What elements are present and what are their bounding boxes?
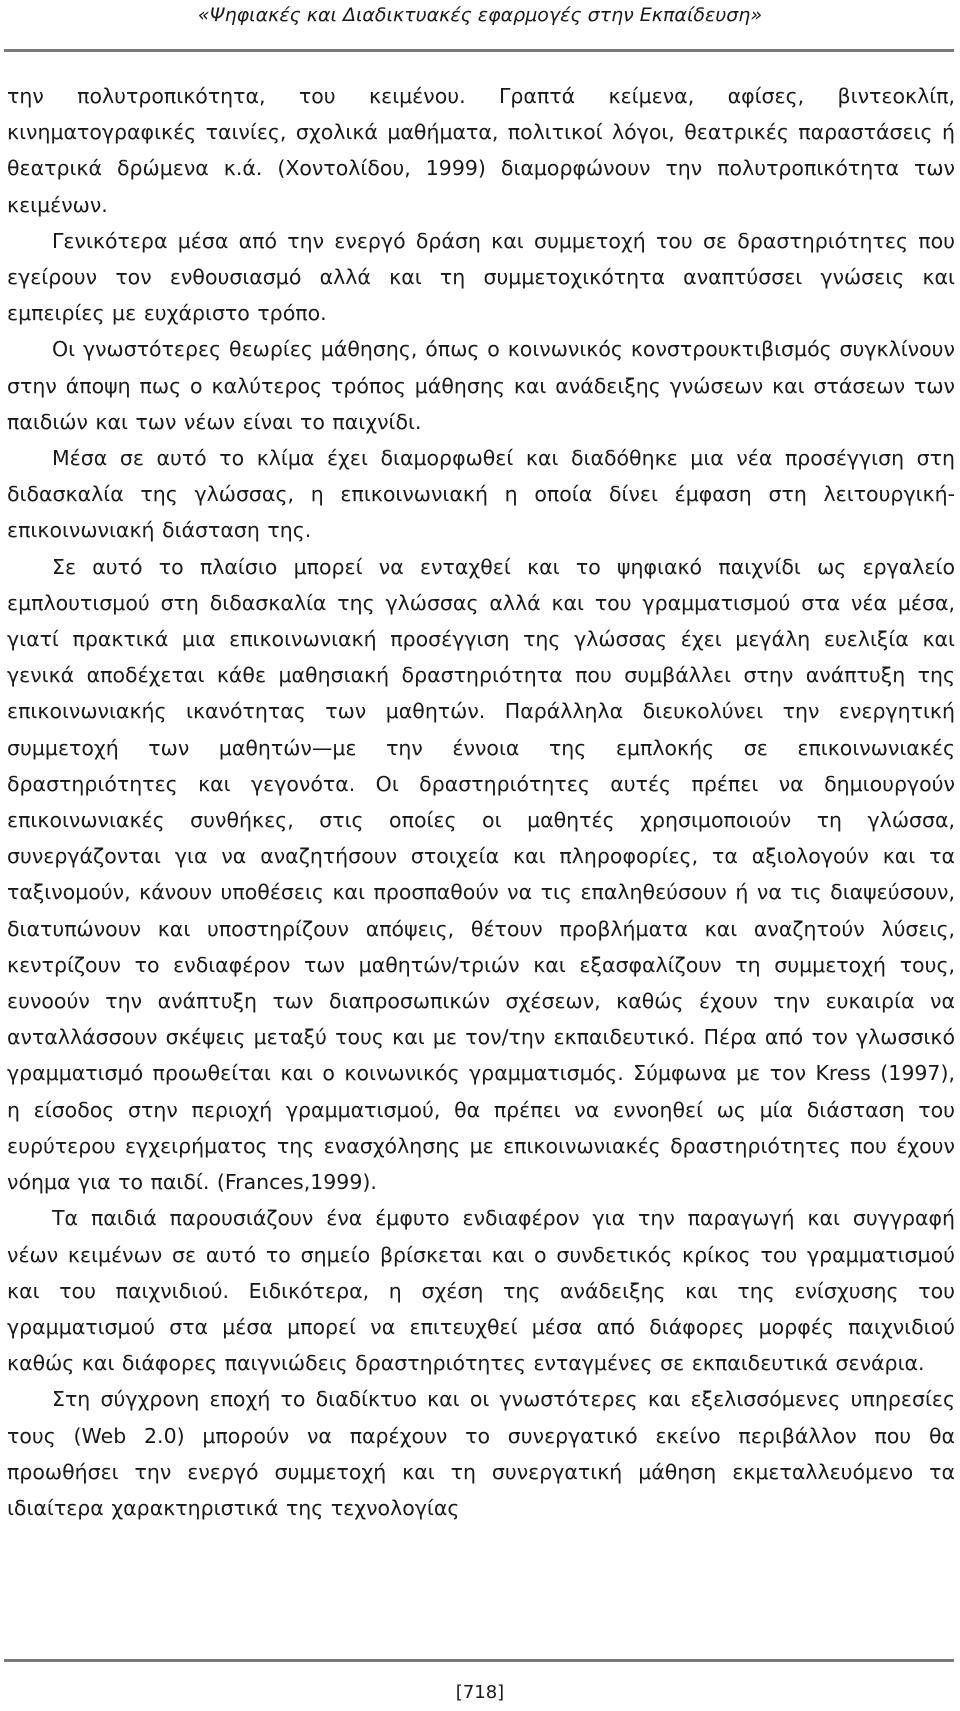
paragraph-4: Μέσα σε αυτό το κλίμα έχει διαμορφωθεί και διαδόθηκε μια νέα προσέγγιση στη διδασκαλία της γλώσσας, η επικοινωνιακή η οποία δίνει έμφαση στη λειτουργική-επικοινωνιακή διάσταση της. (7, 446, 955, 543)
paragraph-7: Στη σύγχρονη εποχή το διαδίκτυο και οι γνωστότερες και εξελισσόμενες υπηρεσίες τους (Web 2.0) μπορούν να παρέχουν το συνεργατικό εκείνο περιβάλλον που θα προωθήσει την ενεργό συμμετοχή και τη συνεργατική μάθηση εκμεταλλευόμενο τα ιδιαίτερα χαρακτηριστικά της τεχνολογίας (7, 1387, 955, 1520)
page-number: [718] (455, 1682, 505, 1703)
paragraph-5: Σε αυτό το πλαίσιο μπορεί να ενταχθεί και το ψηφιακό παιχνίδι ως εργαλείο εμπλουτισμού στη διδασκαλία της γλώσσας αλλά και του γραμματισμού στα νέα μέσα, γιατί πρακτικά μια επικοινωνιακή προσέγγιση της γλώσσας έχει μεγάλη ευελιξία και γενικά αποδέχεται κάθε μαθησιακή δραστηριότητα που συμβάλλει στην ανάπτυξη της επικοινωνιακής ικανότητας των μαθητών. Παράλληλα διευκολύνει την ενεργητική συμμετοχή των μαθητών—με την έννοια της εμπλοκής σε επικοινωνιακές δραστηριότητες και γεγονότα. Οι δραστηριότητες αυτές πρέπει να δημιουργούν επικοινωνιακές συνθήκες, στις οποίες οι μαθητές χρησιμοποιούν τη γλώσσα, συνεργάζονται για να αναζητήσουν στοιχεία και πληροφορίες, τα αξιολογούν και τα ταξινομούν, κάνουν υποθέσεις και προσπαθούν να τις επαληθεύσουν ή να τις διαψεύσουν, διατυπώνουν και υποστηρίζουν απόψεις, θέτουν προβλήματα και αναζητούν λύσεις, κεντρίζουν το ενδιαφέρον των μαθητών/τριών και εξασφαλίζουν τη συμμετοχή τους, ευνοούν την ανάπτυξη των διαπροσωπικών σχέσεων, καθώς έχουν την ευκαιρία να ανταλλάσσουν σκέψεις μεταξύ τους και με τον/την εκπαιδευτικό. Πέρα από τον γλωσσικό γραμματισμό προωθείται και ο κοινωνικός γραμματισμός. Σύμφωνα με τον Kress (1997), η είσοδος στην περιοχή γραμματισμού, θα πρέπει να εννοηθεί ως μία διάσταση του ευρύτερου εγχειρήματος της ενασχόλησης με επικοινωνιακές δραστηριότητες που έχουν νόημα για το παιδί. (Frances,1999). (7, 554, 955, 1195)
footer-divider (4, 1659, 954, 1662)
document-body (7, 78, 955, 1526)
journal-title: «Ψηφιακές και Διαδικτυακές εφαρμογές στην Εκπαίδευση» (197, 4, 763, 26)
paragraph-6: Τα παιδιά παρουσιάζουν ένα έμφυτο ενδιαφέρον για την παραγωγή και συγγραφή νέων κειμένων σε αυτό το σημείο βρίσκεται και ο συνδετικός κρίκος του γραμματισμού και του παιχνιδιού. Ειδικότερα, η σχέση της ανάδειξης και της ενίσχυσης του γραμματισμού στα μέσα μπορεί να επιτευχθεί μέσα από διάφορες μορφές παιχνιδιού καθώς και διάφορες παιγνιώδεις δραστηριότητες ενταγμένες σε εκπαιδευτικά σενάρια. (7, 1206, 955, 1376)
paragraph-1: την πολυτροπικότητα, του κειμένου. Γραπτά κείμενα, αφίσες, βιντεοκλίπ, κινηματογραφικές ταινίες, σχολικά μαθήματα, πολιτικοί λόγοι, θεατρικές παραστάσεις ή θεατρικά δρώμενα κ.ά. (Χοντολίδου, 1999) διαμορφώνουν την πολυτροπικότητα των κειμένων. (7, 84, 955, 217)
paragraph-2: Γενικότερα μέσα από την ενεργό δράση και συμμετοχή του σε δραστηριότητες που εγείρουν τον ενθουσιασμό αλλά και τη συμμετοχικότητα αναπτύσσει γνώσεις και εμπειρίες με ευχάριστο τρόπο. (7, 228, 955, 326)
header-divider (4, 49, 954, 52)
page-header (0, 0, 960, 34)
paragraph-3: Οι γνωστότερες θεωρίες μάθησης, όπως ο κοινωνικός κονστρουκτιβισμός συγκλίνουν στην άποψη πως ο καλύτερος τρόπος μάθησης και ανάδειξης γνώσεων και στάσεων των παιδιών και των νέων είναι το παιχνίδι. (7, 337, 955, 434)
